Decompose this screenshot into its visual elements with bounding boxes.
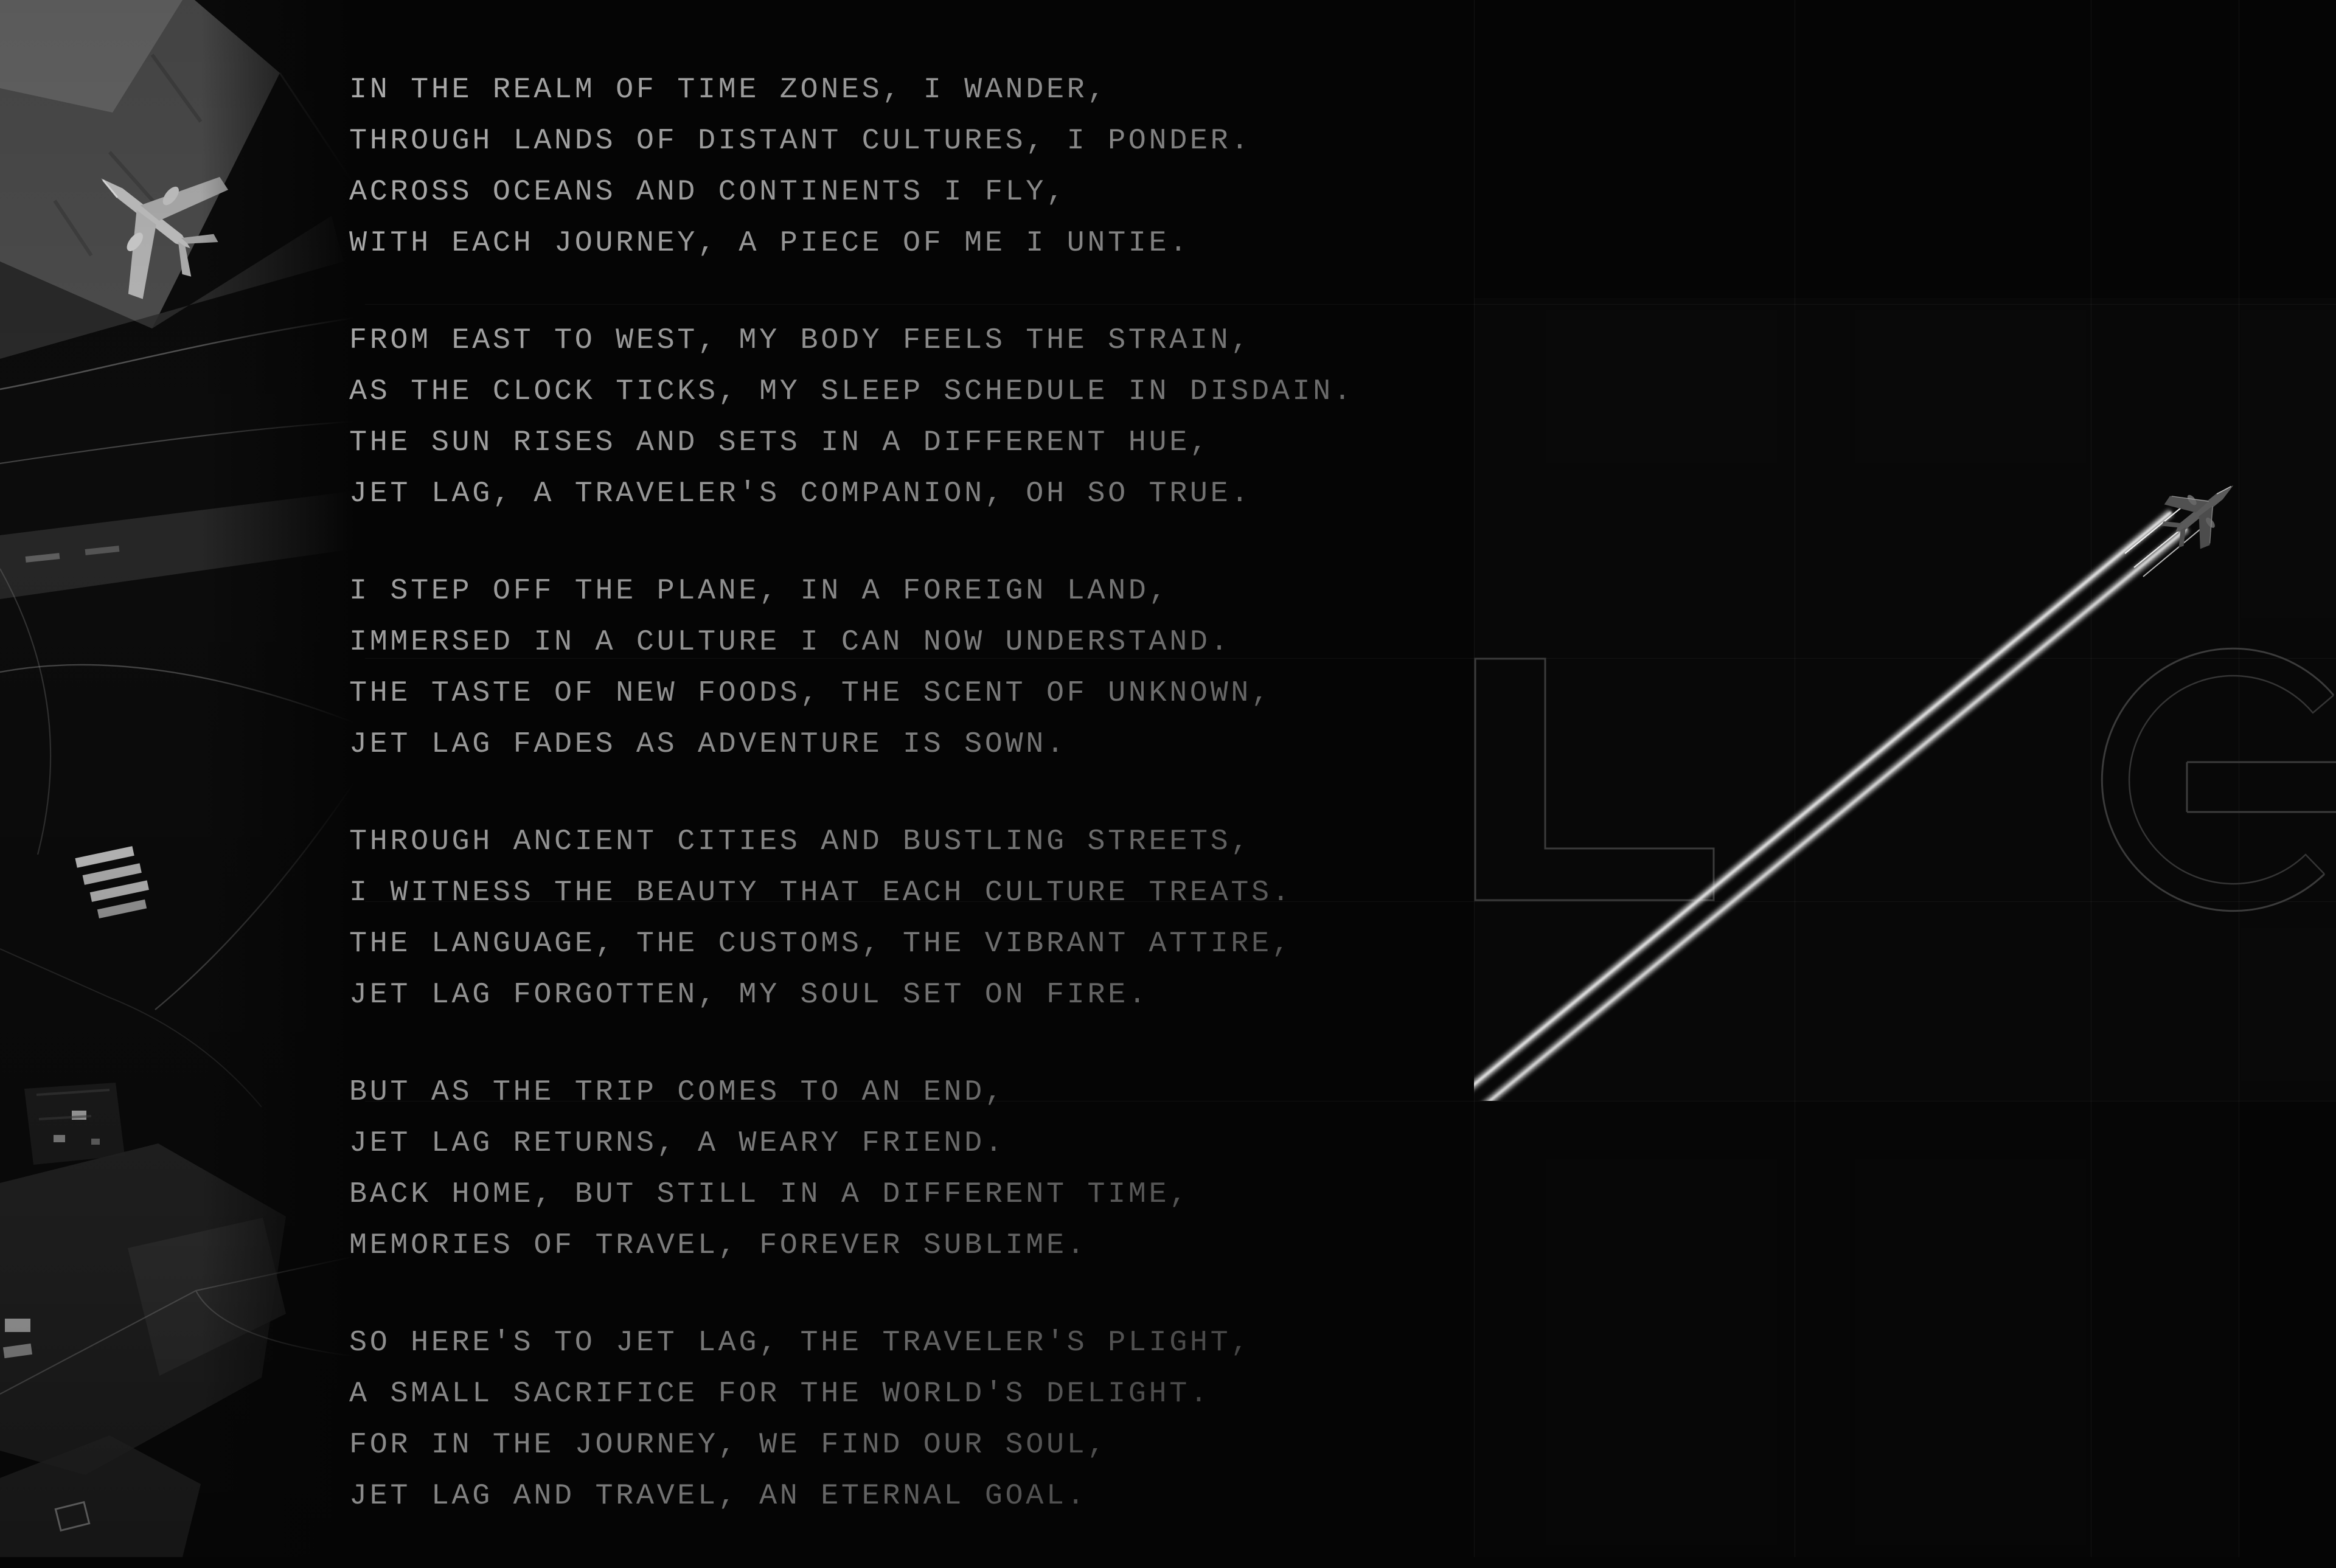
poem-line: JET LAG RETURNS, A WEARY FRIEND. (349, 1126, 1006, 1160)
poem-line: MEMORIES OF TRAVEL, FOREVER SUBLIME. (349, 1229, 1088, 1262)
poem-line: THROUGH LANDS OF DISTANT CULTURES, I PONDER. (349, 124, 1252, 158)
contrail-illustration (1474, 298, 2336, 1101)
poem-line: JET LAG FORGOTTEN, MY SOUL SET ON FIRE. (349, 978, 1149, 1011)
poem (349, 64, 1354, 1568)
contrail-panel (1474, 298, 2336, 1101)
poem-line: THROUGH ANCIENT CITIES AND BUSTLING STREETS, (349, 825, 1252, 858)
poem-line: THE TASTE OF NEW FOODS, THE SCENT OF UNKNOWN, (349, 676, 1272, 710)
aerial-airport-photo (0, 0, 365, 1557)
poem-stanza-1 (349, 64, 1354, 269)
aerial-airport-illustration (0, 0, 365, 1557)
poem-line: BACK HOME, BUT STILL IN A DIFFERENT TIME, (349, 1178, 1190, 1211)
poem-stanza-6 (349, 1317, 1354, 1522)
poem-line: WITH EACH JOURNEY, A PIECE OF ME I UNTIE. (349, 226, 1190, 260)
poem-line: I WITNESS THE BEAUTY THAT EACH CULTURE TREATS. (349, 876, 1293, 909)
poem-stanza-3 (349, 566, 1354, 770)
poem-line: BUT AS THE TRIP COMES TO AN END, (349, 1075, 1006, 1109)
poem-line: THE SUN RISES AND SETS IN A DIFFERENT HUE, (349, 426, 1211, 459)
poem-line: JET LAG AND TRAVEL, AN ETERNAL GOAL. (349, 1479, 1088, 1513)
poem-line: IMMERSED IN A CULTURE I CAN NOW UNDERSTAND. (349, 625, 1231, 659)
poem-line: ACROSS OCEANS AND CONTINENTS I FLY, (349, 175, 1067, 209)
poem-line: I STEP OFF THE PLANE, IN A FOREIGN LAND, (349, 574, 1170, 608)
poem-line: SO HERE'S TO JET LAG, THE TRAVELER'S PLIGHT, (349, 1326, 1252, 1359)
poem-line: THE LANGUAGE, THE CUSTOMS, THE VIBRANT ATTIRE, (349, 927, 1293, 960)
poem-line: IN THE REALM OF TIME ZONES, I WANDER, (349, 73, 1108, 106)
poem-stanza-4 (349, 816, 1354, 1021)
poem-line: JET LAG, A TRAVELER'S COMPANION, OH SO TRUE. (349, 477, 1252, 510)
poem-line: FOR IN THE JOURNEY, WE FIND OUR SOUL, (349, 1428, 1108, 1462)
poem-line: FROM EAST TO WEST, MY BODY FEELS THE STRAIN, (349, 324, 1252, 357)
poem-stanza-5 (349, 1067, 1354, 1271)
poem-line: AS THE CLOCK TICKS, MY SLEEP SCHEDULE IN DISDAIN. (349, 375, 1354, 408)
poem-stanza-2 (349, 315, 1354, 519)
light-panel-lower (1474, 1101, 2239, 1557)
poem-line: A SMALL SACRIFICE FOR THE WORLD'S DELIGHT. (349, 1377, 1211, 1410)
poem-line: JET LAG FADES AS ADVENTURE IS SOWN. (349, 727, 1067, 761)
